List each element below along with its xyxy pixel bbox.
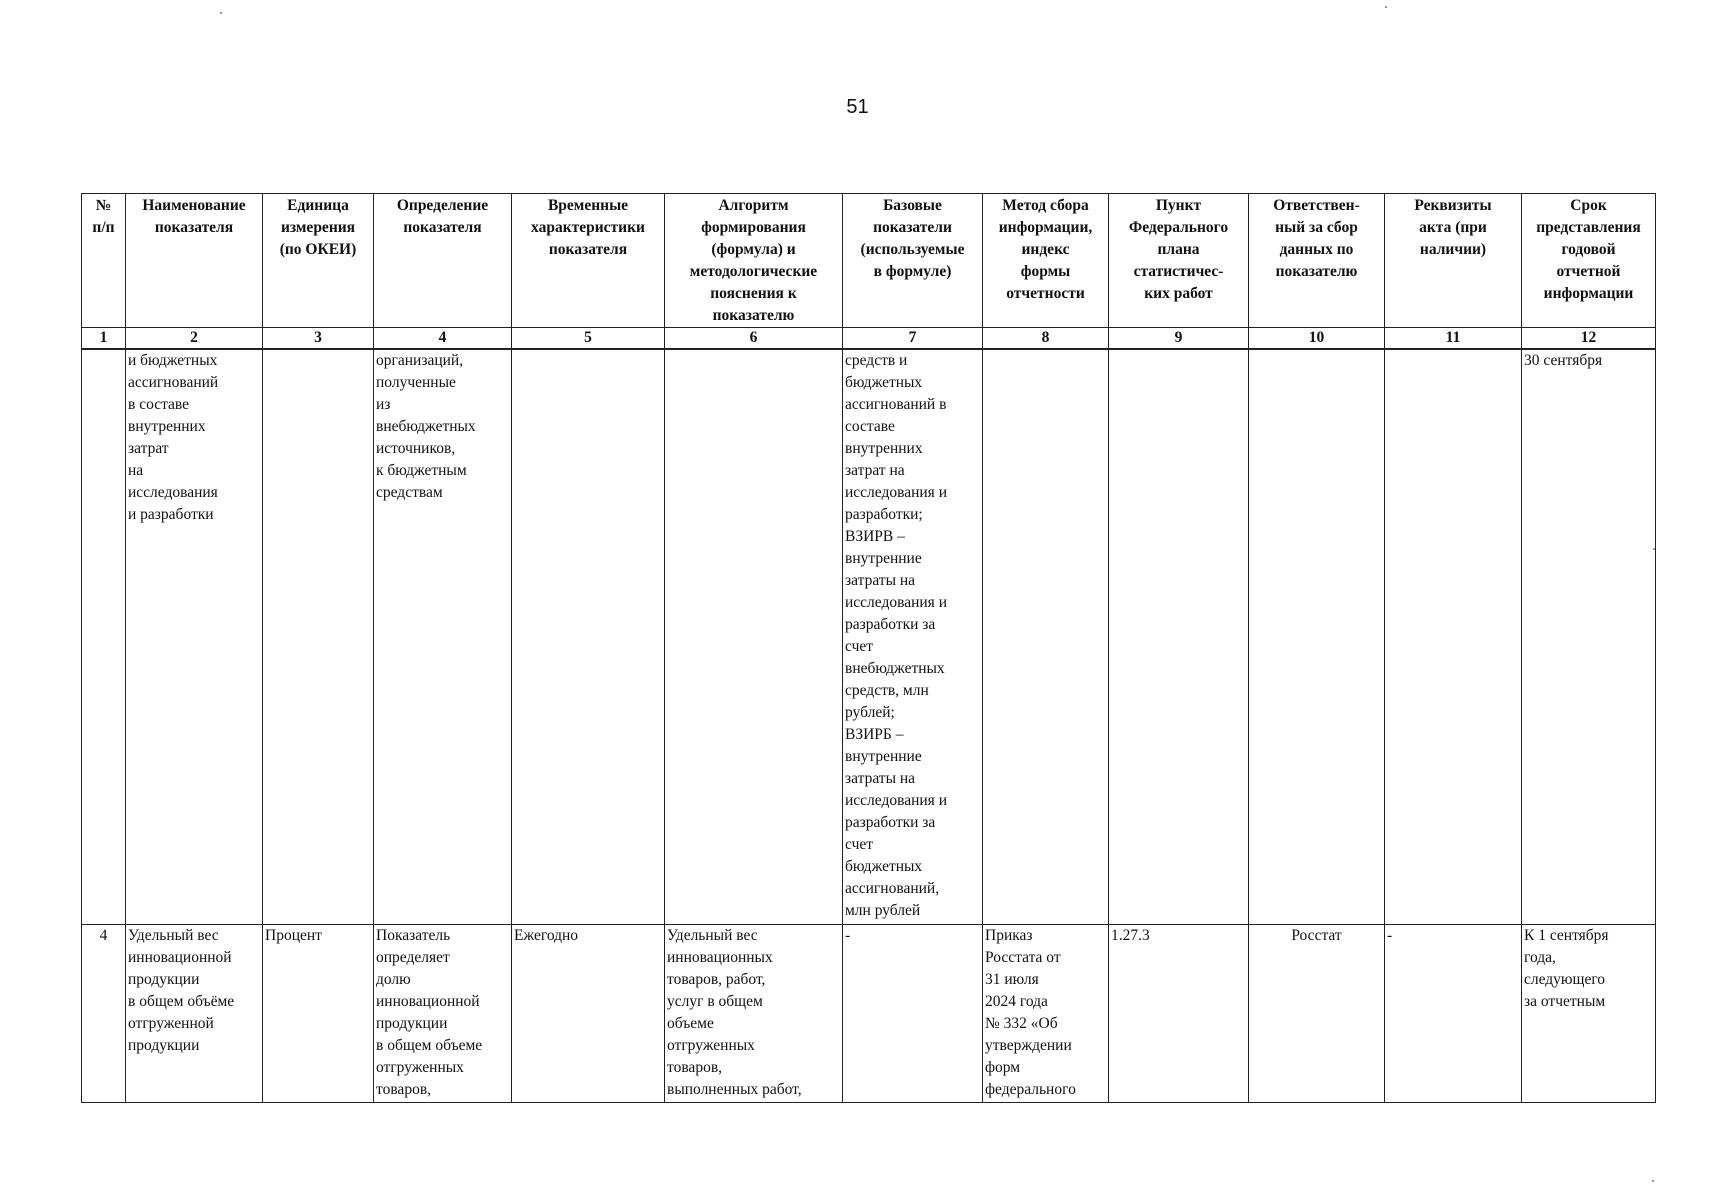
cell-time-characteristics: Ежегодно	[512, 925, 665, 1103]
column-number: 11	[1385, 328, 1522, 350]
header-deadline: Срок представления годовой отчетной информации	[1522, 194, 1656, 328]
cell-act-details	[1385, 349, 1522, 925]
column-number: 7	[843, 328, 983, 350]
header-definition: Определение показателя	[374, 194, 512, 328]
header-federal-plan-item: Пункт Федерального плана статистичес- ких работ	[1109, 194, 1249, 328]
header-algorithm: Алгоритм формирования (формула) и методологические пояснения к показателю	[665, 194, 843, 328]
cell-unit	[263, 349, 374, 925]
cell-number	[82, 349, 126, 925]
column-number: 3	[263, 328, 374, 350]
cell-responsible	[1249, 349, 1385, 925]
cell-collection-method	[983, 349, 1109, 925]
cell-number: 4	[82, 925, 126, 1103]
cell-base-indicators: -	[843, 925, 983, 1103]
cell-unit: Процент	[263, 925, 374, 1103]
header-indicator-name: Наименование показателя	[126, 194, 263, 328]
cell-definition: организаций, полученные из внебюджетных источников, к бюджетным средствам	[374, 349, 512, 925]
cell-indicator-name: Удельный вес инновационной продукции в общем объёме отгруженной продукции	[126, 925, 263, 1103]
column-number: 8	[983, 328, 1109, 350]
table-row-4	[82, 925, 1656, 1103]
column-number: 10	[1249, 328, 1385, 350]
column-number: 1	[82, 328, 126, 350]
header-number: № п/п	[82, 194, 126, 328]
cell-act-details: -	[1385, 925, 1522, 1103]
header-base-indicators: Базовые показатели (используемые в формуле)	[843, 194, 983, 328]
cell-algorithm	[665, 349, 843, 925]
cell-federal-plan-item: 1.27.3	[1109, 925, 1249, 1103]
cell-indicator-name: и бюджетных ассигнований в составе внутренних затрат на исследования и разработки	[126, 349, 263, 925]
column-number: 4	[374, 328, 512, 350]
page-number: 51	[846, 96, 869, 118]
cell-deadline: К 1 сентября года, следующего за отчетным	[1522, 925, 1656, 1103]
column-number-row	[82, 328, 1656, 350]
header-row	[82, 194, 1656, 328]
cell-base-indicators: средств и бюджетных ассигнований в составе внутренних затрат на исследования и разработки; ВЗИРВ – внутренние затраты на исследования и разработки за счет внебюджетных средств, млн рублей; ВЗИРБ – внутренние затраты на исследования и разработки за счет бюджетных ассигнований, млн рублей	[843, 349, 983, 925]
header-act-details: Реквизиты акта (при наличии)	[1385, 194, 1522, 328]
indicators-table	[81, 193, 1656, 1103]
cell-federal-plan-item	[1109, 349, 1249, 925]
column-number: 6	[665, 328, 843, 350]
column-number: 2	[126, 328, 263, 350]
table-row-continuation	[82, 349, 1656, 925]
column-number: 9	[1109, 328, 1249, 350]
column-number: 12	[1522, 328, 1656, 350]
header-responsible: Ответствен- ный за сбор данных по показателю	[1249, 194, 1385, 328]
cell-collection-method: Приказ Росстата от 31 июля 2024 года № 332 «Об утверждении форм федерального	[983, 925, 1109, 1103]
cell-responsible: Росстат	[1249, 925, 1385, 1103]
header-collection-method: Метод сбора информации, индекс формы отчетности	[983, 194, 1109, 328]
cell-algorithm: Удельный вес инновационных товаров, работ, услуг в общем объеме отгруженных товаров, выполненных работ,	[665, 925, 843, 1103]
cell-definition: Показатель определяет долю инновационной продукции в общем объеме отгруженных товаров,	[374, 925, 512, 1103]
cell-deadline: 30 сентября	[1522, 349, 1656, 925]
column-number: 5	[512, 328, 665, 350]
header-unit: Единица измерения (по ОКЕИ)	[263, 194, 374, 328]
header-time-characteristics: Временные характеристики показателя	[512, 194, 665, 328]
cell-time-characteristics	[512, 349, 665, 925]
